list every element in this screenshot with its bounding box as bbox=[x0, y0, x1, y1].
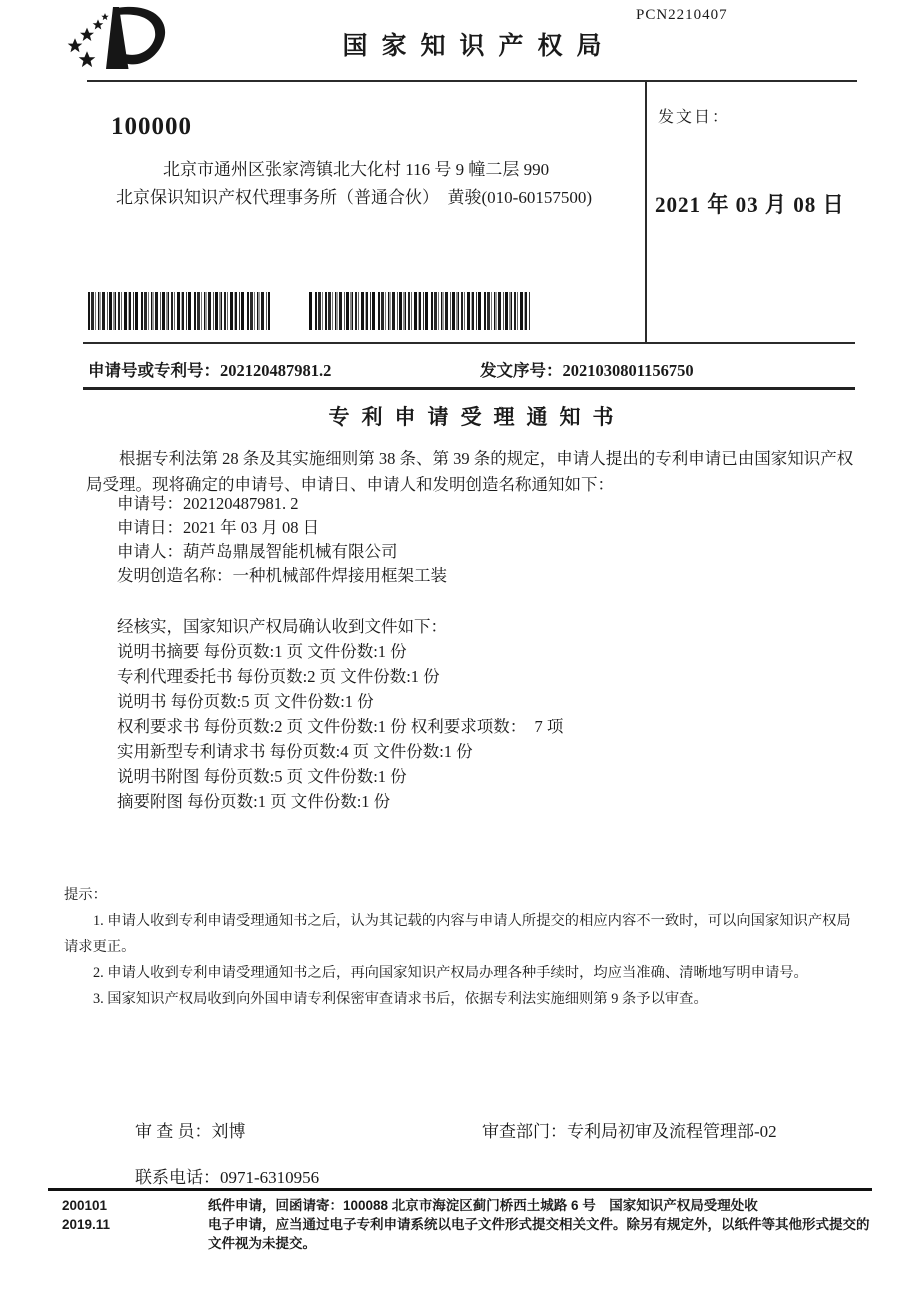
notice-title: 专利申请受理通知书 bbox=[328, 406, 626, 429]
header-title: 国家知识产权局 bbox=[342, 32, 616, 60]
tip-item: 3. 国家知识产权局收到向外国申请专利保密审查请求书后，依据专利法实施细则第 9 条予以审查。 bbox=[93, 991, 708, 1007]
application-number-value: 202120487981.2 bbox=[220, 361, 332, 380]
issue-date-value: 2021 年 03 月 08 日 bbox=[655, 192, 845, 217]
footer-form-version: 2019.11 bbox=[62, 1217, 111, 1232]
phone-value: 0971-6310956 bbox=[220, 1168, 320, 1187]
document-line: 说明书附图 每份页数:5 页 文件份数:1 份 bbox=[117, 767, 407, 786]
footer-form-code: 200101 bbox=[62, 1198, 108, 1213]
document-line: 权利要求书 每份页数:2 页 文件份数:1 份 权利要求项数： 7 项 bbox=[117, 717, 564, 736]
field-application-date: 申请日：2021 年 03 月 08 日 bbox=[117, 518, 320, 537]
footer-note-paper: 纸件申请，回函请寄：100088 北京市海淀区蓟门桥西土城路 6 号 国家知识产权局受理处收 bbox=[208, 1198, 758, 1213]
received-documents bbox=[117, 614, 563, 814]
footer-codes bbox=[62, 1196, 110, 1234]
serial-number-label: 发文序号： bbox=[480, 361, 563, 380]
header-rule bbox=[87, 80, 857, 82]
document-line: 实用新型专利请求书 每份页数:4 页 文件份数:1 份 bbox=[117, 742, 473, 761]
examiner-label: 审 查 员： bbox=[135, 1122, 212, 1141]
title-section-rule bbox=[83, 387, 855, 390]
postal-code: 100000 bbox=[111, 113, 192, 140]
document-line: 说明书摘要 每份页数:1 页 文件份数:1 份 bbox=[117, 642, 407, 661]
recipient-agency: 北京保识知识产权代理事务所（普通合伙） 黄骏(010-60157500) bbox=[116, 188, 592, 207]
document-line: 说明书 每份页数:5 页 文件份数:1 份 bbox=[117, 692, 374, 711]
barcode-application bbox=[88, 292, 270, 330]
tips-section bbox=[64, 882, 856, 1012]
signature-row bbox=[135, 1117, 855, 1142]
footer-notes bbox=[208, 1196, 872, 1253]
document-line: 专利代理委托书 每份页数:2 页 文件份数:1 份 bbox=[117, 667, 440, 686]
application-fields bbox=[117, 492, 447, 588]
meta-row bbox=[88, 357, 856, 381]
department-label: 审查部门： bbox=[482, 1122, 567, 1141]
footer-rule bbox=[48, 1188, 872, 1191]
serial-number-value: 2021030801156750 bbox=[562, 361, 694, 380]
field-application-number: 申请号：202120487981. 2 bbox=[117, 494, 299, 513]
field-invention-title: 发明创造名称：一种机械部件焊接用框架工装 bbox=[117, 566, 447, 585]
recipient-address: 北京市通州区张家湾镇北大化村 116 号 9 幢二层 990 bbox=[163, 160, 550, 179]
field-applicant: 申请人：葫芦岛鼎晟智能机械有限公司 bbox=[117, 542, 398, 561]
examiner-name: 刘博 bbox=[211, 1122, 246, 1141]
issue-box-divider bbox=[645, 81, 647, 343]
tips-label: 提示： bbox=[64, 887, 107, 903]
issue-date-label: 发文日： bbox=[658, 109, 731, 126]
doc-reference-code: PCN2210407 bbox=[636, 7, 728, 23]
tip-item: 1. 申请人收到专利申请受理通知书之后，认为其记载的内容与申请人所提交的相应内容不一致时，可以向国家知识产权局请求更正。 bbox=[64, 913, 851, 955]
department-value: 专利局初审及流程管理部-02 bbox=[567, 1122, 777, 1141]
tip-item: 2. 申请人收到专利申请受理通知书之后，再向国家知识产权局办理各种手续时，均应当准确、清晰地写明申请号。 bbox=[93, 965, 808, 981]
phone-row bbox=[135, 1163, 319, 1188]
phone-label: 联系电话： bbox=[135, 1168, 220, 1187]
confirm-line: 经核实，国家知识产权局确认收到文件如下： bbox=[117, 617, 447, 636]
notice-intro: 根据专利法第 28 条及其实施细则第 38 条、第 39 条的规定，申请人提出的专利申请已由国家知识产权局受理。现将确定的申请号、申请日、申请人和发明创造名称通知如下： bbox=[86, 449, 854, 494]
document-line: 摘要附图 每份页数:1 页 文件份数:1 份 bbox=[117, 792, 391, 811]
application-number-label: 申请号或专利号： bbox=[88, 361, 220, 380]
barcode-serial bbox=[308, 292, 530, 330]
footer-note-electronic: 电子申请，应当通过电子专利申请系统以电子文件形式提交相关文件。除另有规定外，以纸件等其他形式提交的文件视为未提交。 bbox=[208, 1217, 870, 1251]
barcode-section-rule bbox=[83, 342, 855, 344]
